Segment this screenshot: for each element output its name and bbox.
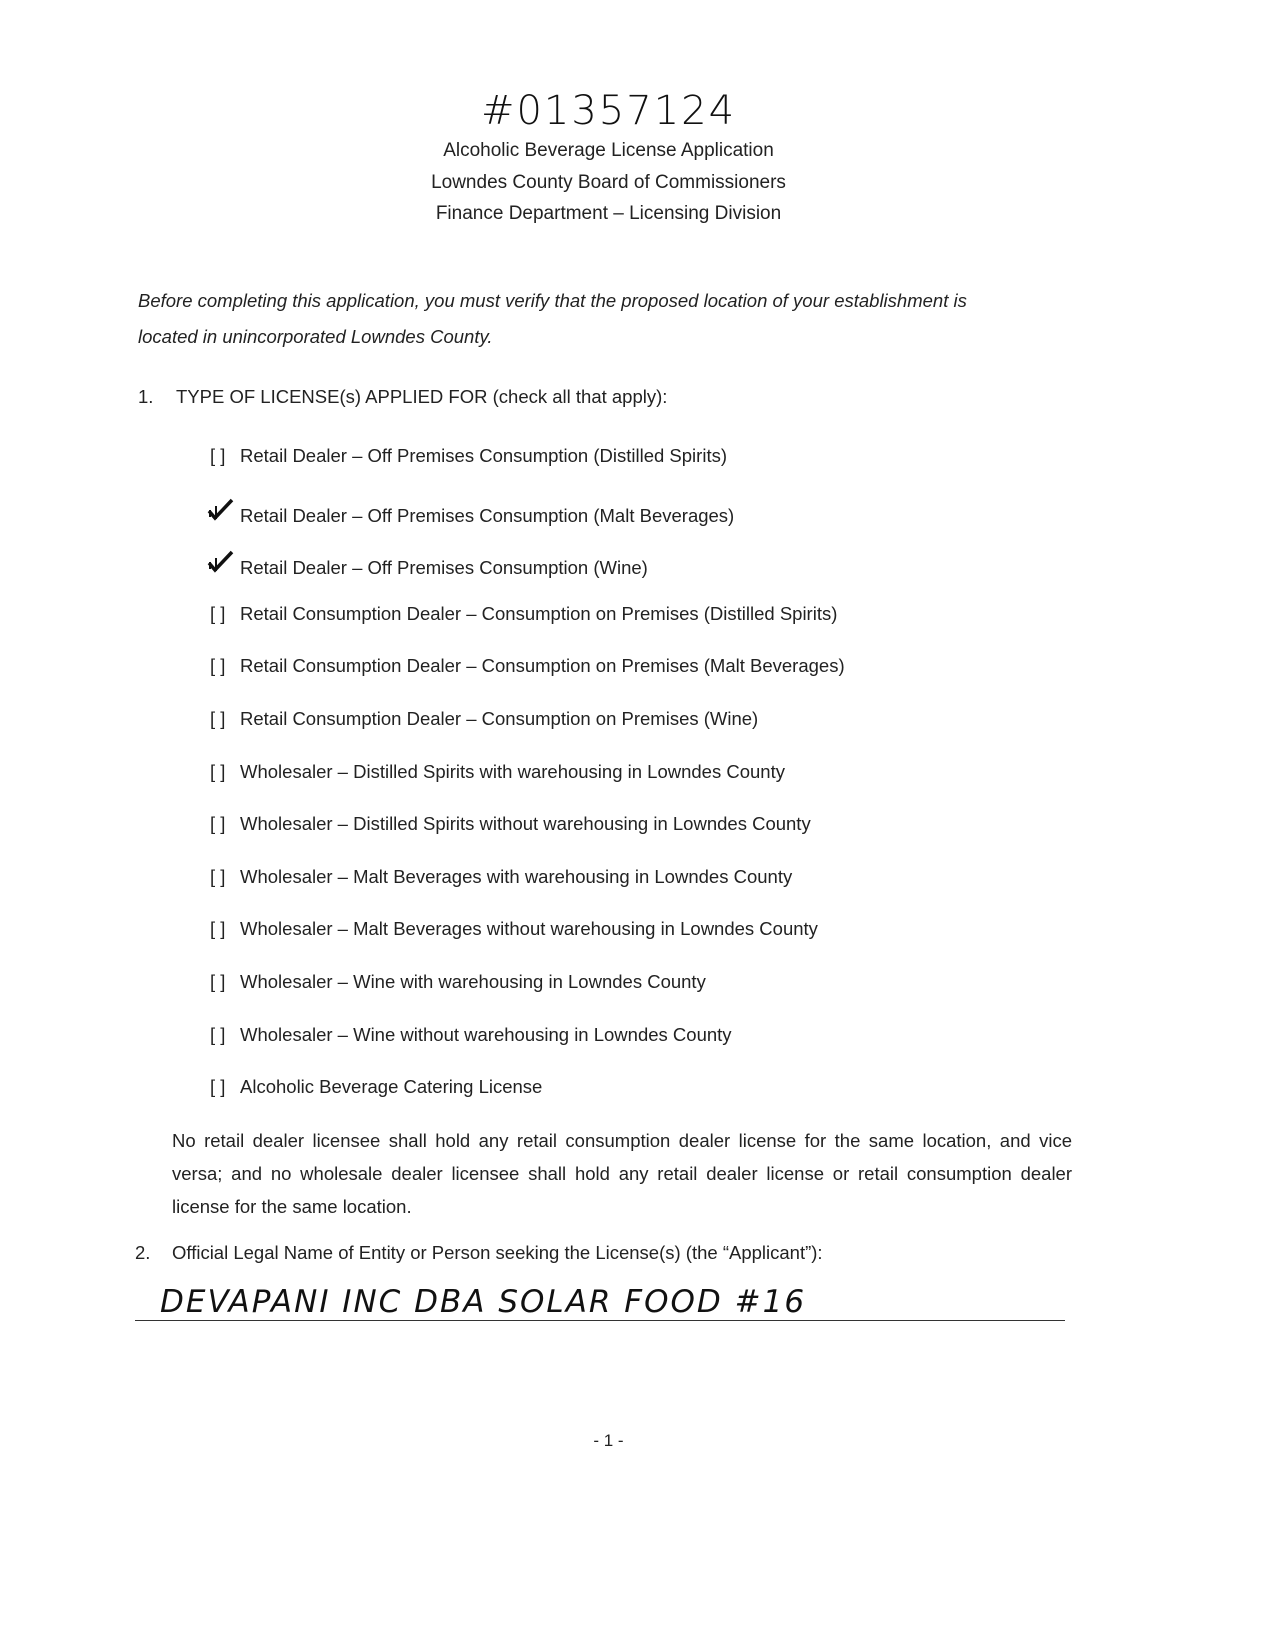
license-option[interactable]	[210, 498, 734, 527]
license-option-label: Wholesaler – Wine with warehousing in Lowndes County	[240, 971, 706, 992]
license-option[interactable]	[210, 550, 648, 579]
question-number: 1.	[138, 386, 154, 407]
applicant-name-underline	[135, 1320, 1065, 1321]
form-organization: Lowndes County Board of Commissioners	[431, 172, 786, 193]
checkbox[interactable]: [ ]	[210, 918, 226, 940]
license-option[interactable]	[210, 1024, 732, 1046]
checkbox[interactable]: [ ]	[210, 708, 226, 729]
question-1-heading	[138, 386, 667, 408]
license-option-label: Wholesaler – Wine without warehousing in Lowndes County	[240, 1023, 732, 1045]
notice-line-1: Before completing this application, you must verify that the proposed location of your establishment is	[138, 290, 967, 311]
checkbox[interactable]: [ ]	[210, 1023, 226, 1045]
license-option-label: Wholesaler – Distilled Spirits without warehousing in Lowndes County	[240, 813, 811, 835]
license-option[interactable]	[210, 866, 792, 888]
license-option-label: Alcoholic Beverage Catering License	[240, 1076, 543, 1098]
question-2-heading	[135, 1242, 823, 1264]
checkbox[interactable]: [ ]	[210, 1076, 226, 1098]
license-option-label: Retail Consumption Dealer – Consumption on Premises (Distilled Spirits)	[240, 602, 838, 624]
license-option-label: Retail Dealer – Off Premises Consumption (Wine)	[240, 557, 648, 579]
question-label: Official Legal Name of Entity or Person seeking the License(s) (the “Applicant”):	[172, 1242, 823, 1263]
form-title: Alcoholic Beverage License Application	[443, 140, 774, 161]
notice-line-2: located in unincorporated Lowndes County.	[138, 326, 493, 347]
checkbox[interactable]: [ ]	[210, 655, 226, 677]
page-number: - 1 -	[593, 1431, 624, 1450]
license-option-label: Wholesaler – Malt Beverages with warehousing in Lowndes County	[240, 865, 793, 887]
license-option[interactable]	[210, 918, 818, 940]
license-option[interactable]	[210, 603, 837, 625]
license-option[interactable]	[210, 761, 785, 783]
license-option[interactable]	[210, 971, 706, 993]
checkbox[interactable]: [ ]	[210, 445, 226, 466]
license-option-label: Retail Dealer – Off Premises Consumption (Malt Beverages)	[240, 504, 735, 526]
checkbox[interactable]: [ ]	[210, 602, 226, 624]
license-option-label: Retail Consumption Dealer – Consumption on Premises (Malt Beverages)	[240, 655, 845, 677]
question-number: 2.	[135, 1242, 151, 1263]
license-option-label: Wholesaler – Malt Beverages without warehousing in Lowndes County	[240, 918, 818, 940]
license-option[interactable]	[210, 708, 758, 730]
license-option[interactable]	[210, 445, 727, 467]
checkbox[interactable]: [ ]	[210, 813, 226, 835]
license-option-label: Wholesaler – Distilled Spirits with warehousing in Lowndes County	[240, 760, 785, 782]
license-option[interactable]	[210, 1076, 542, 1098]
applicant-name-field[interactable]: DEVAPANI INC DBA SOLAR FOOD #16	[160, 1284, 807, 1320]
checkbox[interactable]: [ ]	[210, 760, 226, 782]
license-option-label: Retail Dealer – Off Premises Consumption (Distilled Spirits)	[240, 445, 727, 466]
checkmark-icon[interactable]	[206, 550, 240, 579]
form-division: Finance Department – Licensing Division	[435, 203, 782, 224]
checkmark-icon[interactable]	[206, 498, 240, 527]
question-label: TYPE OF LICENSE(s) APPLIED FOR (check all that apply):	[176, 386, 668, 407]
license-option[interactable]	[210, 655, 845, 677]
checkbox[interactable]: [ ]	[210, 971, 226, 992]
handwritten-document-number: #01357124	[480, 88, 737, 134]
license-restriction-note: No retail dealer licensee shall hold any retail consumption dealer license for the same location, and vice versa; and no wholesale dealer licensee shall hold any retail dealer license or retail consumption dealer license for the same location.	[172, 1130, 1072, 1217]
checkbox[interactable]: [ ]	[210, 865, 226, 887]
license-option-label: Retail Consumption Dealer – Consumption on Premises (Wine)	[240, 708, 759, 729]
license-option[interactable]	[210, 813, 811, 835]
